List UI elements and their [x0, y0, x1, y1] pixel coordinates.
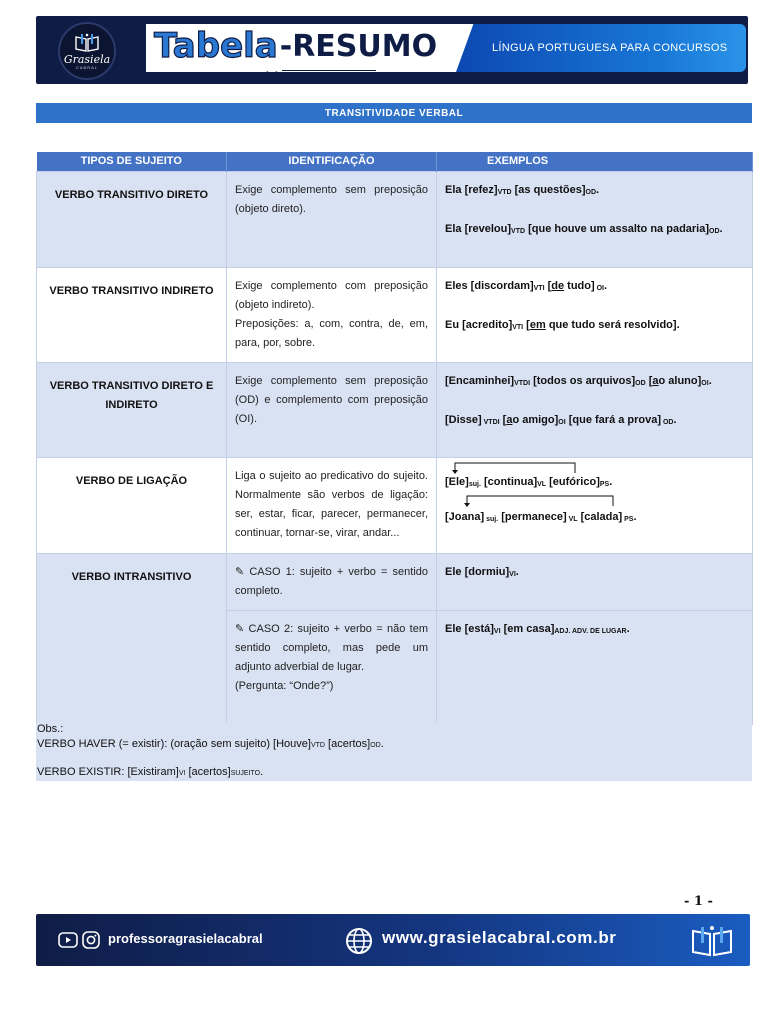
book-icon	[74, 33, 100, 53]
column-header-exemplos: EXEMPLOS	[437, 152, 753, 171]
example-line: Eles [discordam]VTI [de tudo] OI.	[445, 279, 608, 292]
table-row	[37, 553, 753, 610]
footer-banner	[36, 914, 750, 966]
example-line: Ela [refez]VTD [as questões]OD.	[445, 183, 600, 196]
row-examples-vtd	[437, 171, 753, 267]
linking-example-1	[445, 467, 744, 494]
row-tipo-vl: VERBO DE LIGAÇÃO	[37, 457, 227, 553]
logo-name: Grasiela	[63, 52, 111, 66]
row-ident-vi-caso1: ✎ CASO 1: sujeito + verbo = sentido completo.	[227, 553, 437, 610]
linking-arrow-icon	[445, 494, 625, 508]
book-logo-icon	[690, 924, 734, 958]
page-title	[154, 26, 437, 66]
page-number: - 1 -	[684, 894, 713, 909]
row-examples-vtdi	[437, 362, 753, 457]
obs-haver: VERBO HAVER (= existir): (oração sem sujeito) [Houve]VTD [acertos]OD.	[37, 738, 384, 750]
ident-text: Preposições: a, com, contra, de, em, para, por, sobre.	[235, 317, 428, 349]
example-line: Ele [está]VI [em casa]ADJ. ADV. DE LUGAR.	[445, 622, 630, 635]
ident-text: ✎ CASO 2: sujeito + verbo = não tem sentido completo, mas pede um adjunto adverbial de lugar.	[235, 622, 428, 673]
row-ident-vtdi: Exige complemento sem preposição (OD) e complemento com preposição (OI).	[227, 362, 437, 457]
linking-arrow-icon	[445, 461, 585, 475]
obs-existir: VERBO EXISTIR: [Existiram]VI [acertos]SUJEITO.	[37, 766, 264, 778]
title-decoration-dots: • •	[266, 68, 280, 77]
column-header-identificacao: IDENTIFICAÇÃO	[227, 152, 437, 171]
header-subtitle: LÍNGUA PORTUGUESA PARA CONCURSOS	[492, 42, 728, 54]
website-link[interactable]: www.grasielacabral.com.br	[382, 928, 617, 947]
row-examples-vti	[437, 267, 753, 362]
section-title: TRANSITIVIDADE VERBAL	[36, 103, 752, 123]
youtube-icon[interactable]	[58, 931, 78, 949]
row-ident-vi-caso2	[227, 610, 437, 724]
table-row	[37, 457, 753, 553]
social-icons	[58, 931, 100, 949]
page-title-part1: Tabela	[154, 26, 278, 66]
row-examples-vl	[437, 457, 753, 553]
ident-text: Exige complemento com preposição (objeto indireto).	[235, 279, 428, 311]
row-examples-vi-2	[437, 610, 753, 724]
example-line: Ele [dormiu]VI.	[445, 565, 519, 578]
row-tipo-vti: VERBO TRANSITIVO INDIRETO	[37, 267, 227, 362]
linking-example-2	[445, 508, 744, 529]
table-header-row	[37, 152, 753, 171]
table-row	[37, 267, 753, 362]
row-tipo-vi: VERBO INTRANSITIVO	[37, 553, 227, 724]
logo-subtitle: CABRAL	[75, 64, 98, 70]
transitivity-table	[36, 152, 753, 725]
obs-label: Obs.:	[37, 723, 64, 735]
row-ident-vti	[227, 267, 437, 362]
row-tipo-vtd: VERBO TRANSITIVO DIRETO	[37, 171, 227, 267]
observation-block	[36, 722, 752, 781]
ident-text: (Pergunta: “Onde?”)	[235, 679, 334, 692]
example-line: Ela [revelou]VTD [que houve um assalto na padaria]OD.	[445, 222, 723, 235]
example-line: [Encaminhei]VTDI [todos os arquivos]OD [ao aluno]OI.	[445, 374, 712, 387]
table-row	[37, 171, 753, 267]
row-examples-vi-1	[437, 553, 753, 610]
page-title-part2: -RESUMO	[279, 28, 438, 64]
title-decoration-line	[282, 70, 376, 71]
instagram-icon[interactable]	[82, 931, 100, 949]
example-line: [Ele]suj. [continua]VL [eufórico]PS.	[445, 475, 613, 488]
example-line: [Disse] VTDI [ao amigo]OI [que fará a prova] OD.	[445, 413, 677, 426]
globe-icon	[344, 926, 374, 956]
column-header-tipos: TIPOS DE SUJEITO	[37, 152, 227, 171]
row-ident-vl: Liga o sujeito ao predicativo do sujeito. Normalmente são verbos de ligação: ser, estar, ficar, parecer, permanecer, continuar, tornar-se, virar, andar...	[227, 457, 437, 553]
example-line: Eu [acredito]VTI [em que tudo será resolvido].	[445, 318, 680, 331]
header-banner	[36, 16, 748, 84]
brand-logo	[58, 22, 116, 80]
example-line: [Joana] suj. [permanece] VL [calada] PS.	[445, 510, 637, 523]
social-handle[interactable]: professoragrasielacabral	[108, 931, 263, 946]
table-row	[37, 362, 753, 457]
row-ident-vtd: Exige complemento sem preposição (objeto direto).	[227, 171, 437, 267]
row-tipo-vtdi: VERBO TRANSITIVO DIRETO E INDIRETO	[37, 362, 227, 457]
